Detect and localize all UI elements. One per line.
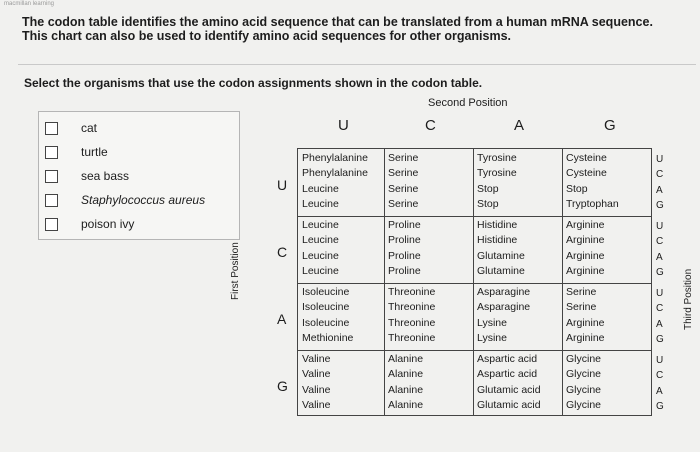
checkbox[interactable] <box>45 218 58 231</box>
amino-acid: Threonine <box>388 316 436 329</box>
column-header-g: G <box>604 117 616 134</box>
amino-acid: Proline <box>388 219 421 231</box>
amino-acid: Leucine <box>302 249 339 262</box>
first-base-u: U <box>277 177 288 193</box>
third-base-group <box>656 152 664 213</box>
question-text <box>22 15 692 43</box>
amino-acid: Proline <box>388 234 421 247</box>
amino-acid: Stop <box>566 182 588 195</box>
amino-acid: Cysteine <box>566 167 607 180</box>
amino-acid: Glycine <box>566 383 602 396</box>
amino-acid: Glycine <box>566 353 602 365</box>
amino-acid: Glutamine <box>477 249 525 262</box>
option-label: sea bass <box>81 169 130 183</box>
brand-logo: macmillan learning <box>4 1 55 7</box>
option-sea-bass[interactable] <box>39 166 239 186</box>
codon-table <box>297 148 652 416</box>
third-base: A <box>656 184 663 196</box>
amino-acid: Aspartic acid <box>477 368 538 381</box>
column-divider <box>384 149 385 415</box>
option-staphylococcus-aureus[interactable] <box>39 190 239 210</box>
amino-acid: Phenylalanine <box>302 152 368 164</box>
amino-acid: Isoleucine <box>302 286 350 298</box>
codon-cell-block <box>388 285 435 346</box>
amino-acid: Arginine <box>566 316 605 329</box>
amino-acid: Glycine <box>566 398 602 411</box>
amino-acid: Asparagine <box>477 286 531 298</box>
question-line-1: The codon table identifies the amino acid sequence that can be translated from a human mRNA sequence. <box>22 15 653 29</box>
organism-options <box>38 111 240 240</box>
question-line-2: This chart can also be used to identify amino acid sequences for other organisms. <box>22 29 512 43</box>
amino-acid: Glutamine <box>477 264 525 277</box>
amino-acid: Threonine <box>388 301 436 314</box>
option-label: poison ivy <box>81 217 135 231</box>
amino-acid: Glutamic acid <box>477 398 541 411</box>
third-base: U <box>656 221 664 232</box>
row-divider <box>298 283 651 284</box>
codon-cell-block <box>477 151 517 212</box>
third-base: U <box>656 288 664 299</box>
checkbox[interactable] <box>45 122 58 135</box>
amino-acid: Phenylalanine <box>302 167 368 180</box>
amino-acid: Threonine <box>388 286 436 298</box>
amino-acid: Stop <box>477 197 499 210</box>
codon-cell-block <box>302 285 353 346</box>
amino-acid: Isoleucine <box>302 316 350 329</box>
amino-acid: Serine <box>388 167 419 180</box>
checkbox[interactable] <box>45 170 58 183</box>
divider <box>18 64 696 65</box>
third-base: C <box>656 169 664 181</box>
third-base: A <box>656 385 663 397</box>
amino-acid: Lysine <box>477 316 507 329</box>
codon-cell-block <box>477 352 541 413</box>
codon-cell-block <box>388 352 423 413</box>
third-base-group <box>656 353 664 414</box>
checkbox[interactable] <box>45 194 58 207</box>
amino-acid: Alanine <box>388 353 424 365</box>
amino-acid: Valine <box>302 368 331 381</box>
amino-acid: Leucine <box>302 197 339 210</box>
amino-acid: Cysteine <box>566 152 607 164</box>
amino-acid: Leucine <box>302 264 339 277</box>
column-header-a: A <box>514 117 525 134</box>
amino-acid: Serine <box>388 152 419 164</box>
third-base: C <box>656 303 664 315</box>
column-divider <box>562 149 563 415</box>
third-base: C <box>656 370 664 382</box>
amino-acid: Leucine <box>302 219 339 231</box>
option-label: cat <box>81 121 98 135</box>
checkbox[interactable] <box>45 146 58 159</box>
column-divider <box>473 149 474 415</box>
first-position-label: First Position <box>230 242 241 300</box>
amino-acid: Isoleucine <box>302 301 350 314</box>
codon-cell-block <box>477 285 530 346</box>
amino-acid: Threonine <box>388 331 436 344</box>
amino-acid: Valine <box>302 398 331 411</box>
codon-cell-block <box>388 151 418 212</box>
amino-acid: Arginine <box>566 331 605 344</box>
amino-acid: Glutamic acid <box>477 383 541 396</box>
amino-acid: Arginine <box>566 249 605 262</box>
option-label: turtle <box>81 145 108 159</box>
codon-cell-block <box>566 285 605 346</box>
codon-cell-block <box>566 218 605 279</box>
third-base: G <box>656 333 664 345</box>
codon-cell-block <box>388 218 421 279</box>
amino-acid: Proline <box>388 249 421 262</box>
third-base: U <box>656 355 664 366</box>
amino-acid: Lysine <box>477 331 507 344</box>
amino-acid: Arginine <box>566 234 605 247</box>
amino-acid: Serine <box>566 286 597 298</box>
option-cat[interactable] <box>39 118 239 138</box>
row-divider <box>298 216 651 217</box>
third-base: A <box>656 318 663 330</box>
amino-acid: Valine <box>302 383 331 396</box>
codon-cell-block <box>302 151 368 212</box>
amino-acid: Alanine <box>388 398 424 411</box>
column-header-u: U <box>338 117 349 134</box>
amino-acid: Glycine <box>566 368 602 381</box>
amino-acid: Histidine <box>477 234 518 247</box>
column-header-c: C <box>425 117 436 134</box>
amino-acid: Stop <box>477 182 499 195</box>
third-base: G <box>656 266 664 278</box>
codon-cell-block <box>302 352 330 413</box>
option-turtle[interactable] <box>39 142 239 162</box>
second-position-label: Second Position <box>428 97 508 109</box>
amino-acid: Alanine <box>388 383 424 396</box>
third-base: G <box>656 400 664 412</box>
third-base: U <box>656 154 664 165</box>
third-base: G <box>656 199 664 211</box>
amino-acid: Serine <box>566 301 597 314</box>
instruction-text: Select the organisms that use the codon assignments shown in the codon table. <box>24 76 483 90</box>
amino-acid: Leucine <box>302 182 339 195</box>
amino-acid: Asparagine <box>477 301 531 314</box>
third-position-label: Third Position <box>683 268 694 330</box>
codon-cell-block <box>566 352 601 413</box>
amino-acid: Aspartic acid <box>477 353 538 365</box>
third-base: C <box>656 236 664 248</box>
option-label: Staphylococcus aureus <box>81 193 206 207</box>
amino-acid: Tryptophan <box>566 197 619 210</box>
amino-acid: Serine <box>388 197 419 210</box>
amino-acid: Serine <box>388 182 419 195</box>
amino-acid: Proline <box>388 264 421 277</box>
first-base-c: C <box>277 244 288 260</box>
codon-cell-block <box>477 218 525 279</box>
amino-acid: Tyrosine <box>477 167 517 180</box>
codon-cell-block <box>566 151 619 212</box>
amino-acid: Histidine <box>477 219 518 231</box>
amino-acid: Arginine <box>566 219 605 231</box>
third-base-group <box>656 219 664 280</box>
codon-cell-block <box>302 218 339 279</box>
first-base-a: A <box>277 311 287 327</box>
amino-acid: Alanine <box>388 368 424 381</box>
amino-acid: Tyrosine <box>477 152 517 164</box>
amino-acid: Leucine <box>302 234 339 247</box>
first-base-g: G <box>277 378 288 394</box>
third-base-group <box>656 286 664 347</box>
row-divider <box>298 350 651 351</box>
amino-acid: Methionine <box>302 331 354 344</box>
option-poison-ivy[interactable] <box>39 214 239 234</box>
amino-acid: Arginine <box>566 264 605 277</box>
third-base: A <box>656 251 663 263</box>
amino-acid: Valine <box>302 353 331 365</box>
